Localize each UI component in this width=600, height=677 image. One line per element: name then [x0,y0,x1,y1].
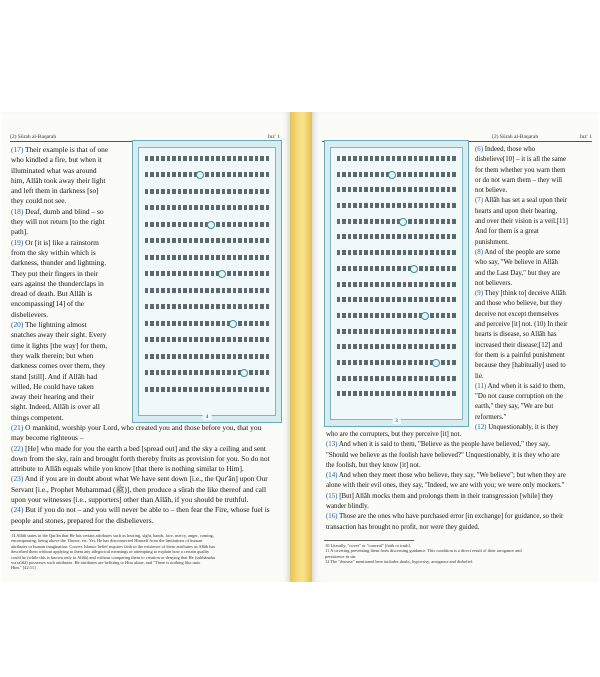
arabic-text-line [337,297,456,302]
verse-number: (14) [326,472,338,480]
arabic-text-line [145,337,269,342]
verse-number: (22) [11,443,24,453]
translation-line: hearts and upon their hearing, [475,207,558,215]
right-footnotes [325,543,522,565]
translation-line: snatches away their sight. Every [11,330,107,340]
ayah-marker-icon [196,171,204,179]
translation-line: because they [habitually] used to [475,362,566,370]
verse-number: (20) [11,320,24,330]
translation-line: for them whether you warn them [475,166,566,174]
translation-line: him, Allāh took away their light [11,175,106,185]
translation-line: they will not return [to the right [11,217,105,227]
translation-line: (22) [He] who made for you the earth a bed [spread out] and the sky a ceiling and sent [11,443,266,453]
arabic-text-line [145,370,269,375]
page-number: 3 [392,419,401,424]
page-number: 4 [203,415,212,420]
translation-line: alone with their evil ones, they say, "Indeed, we are with you; we were only mockers." [326,482,565,490]
book-spread [0,112,600,582]
footnote-line: 12 The "disease" mentioned here includes doubt, hypocrisy, arrogance and disbelief. [325,559,474,565]
translation-line: darkness, thunder and lightning. [11,258,107,268]
translation-line: (9) They [think to] deceive Allāh [475,290,566,298]
translation-line: They put their fingers in their [11,268,99,278]
verse-number: (6) [475,146,484,153]
translation-line: transaction has brought no profit, nor were they guided. [326,523,480,531]
arabic-text-line [145,172,269,177]
translation-line: the foolish, but they know [it] not. [326,461,421,469]
translation-line: willed, He could have taken [11,381,94,391]
left-footnote-rule [10,530,100,531]
arabic-text-line [337,344,456,349]
translation-line: ears against the thunderclaps in [11,278,104,288]
arabic-text-line [145,255,269,260]
translation-line: encompassing[14] of the [11,299,85,309]
translation-line: people and stones, prepared for the disbelievers. [11,515,154,525]
translation-line: (7) Allāh has set a seal upon their [475,197,568,205]
arabic-text-line [337,282,456,287]
arabic-text-line [337,156,456,161]
ayah-marker-icon [240,369,248,377]
ayah-marker-icon [399,218,407,226]
translation-line: illuminated what was around [11,165,97,175]
verse-number: (17) [11,145,24,154]
translation-line: (19) Or [it is] like a rainstorm [11,237,99,247]
translation-line: who are the corrupters, but they perceive [it] not. [326,431,462,438]
translation-line: down from the sky, rain and brought forth thereby fruits as provision for you. So do not [11,453,270,463]
translation-line: sight. Indeed, Allāh is over all [11,402,100,412]
translation-line: not believers. [475,279,513,287]
translation-line: and perceive [it] not. (10) In their [475,321,568,329]
translation-line: earth," they say, "We are but [475,403,554,411]
translation-line: "Should we believe as the foolish have believed?" Unquestionably, it is they who are [326,451,560,459]
verse-number: (21) [11,423,24,432]
ayah-marker-icon [218,270,226,278]
arabic-text-line [145,271,269,276]
translation-line: And for them is a great [475,228,539,236]
right-translation-full-width [326,430,566,533]
translation-line: stand [still]. And if Allāh had [11,371,98,381]
footnote-line: attributes or human imagination. Correct Islamic belief requires faith in the existence of these attributes as Allāh has [11,543,216,549]
translation-line: darkness comes over them, they [11,361,106,371]
left-translation-column [11,145,108,423]
verse-number: (8) [475,248,484,256]
translation-line: (23) And if you are in doubt about what We have sent down [i.e., the Qur'ān] upon Our [11,474,268,484]
arabic-text-line [337,266,456,271]
translation-line: who kindled a fire, but when it [11,155,102,165]
footnote-line: could be (while this is known only to Allāh) and without comparing them to creation or denying that He (subhānahu [11,554,216,560]
footnote-line: 10 Literally, "cover" or "conceal" [faith or truth]. [325,543,412,548]
translation-line: (8) And of the people are some [475,248,561,256]
footnote-line: wa ta'ālā) possesses such attributes. He attributes are befitting to Him alone, and "There is nothing like unto [11,559,201,565]
verse-number: (24) [11,505,24,515]
translation-line: and left them in darkness [so] [11,186,99,196]
translation-line: (15) [But] Allāh mocks them and prolongs them in their transgression [while] they [326,492,554,500]
translation-line: disbelieve[10] – it is all the same [475,156,567,164]
ayah-marker-icon [229,320,237,328]
translation-line: for them is a painful punishment [475,351,565,359]
arabic-text-line [337,250,456,255]
translation-line: attribute to Allāh equals while you know [that there is nothing similar to Him]. [11,464,244,474]
verse-number: (7) [475,197,484,205]
translation-line: punishment. [475,238,509,246]
translation-line: and over their vision is a veil.[11] [475,218,568,226]
ayah-marker-icon [207,221,215,229]
right-translation-column [475,145,568,433]
arabic-text-line [145,304,269,309]
arabic-text-line [145,189,269,194]
left-arabic-text-panel [132,140,282,423]
translation-line: upon your witnesses [i.e., supporters] other than Allāh, if you should be truthful. [11,495,249,505]
translation-line: (24) But if you do not – and you will never be able to – then fear the Fire, whose fuel is [11,505,270,515]
arabic-text-line [145,354,269,359]
translation-line: and the Last Day," but they are [475,269,561,277]
book-gutter [290,112,312,582]
translation-line: (21) O mankind, worship your Lord, who created you and those before you, that you [11,423,262,432]
footnote-line: encompassing, being above the Throne, etc. Yet, He has disconnected Himself from the limitations of human [11,538,203,544]
translation-line: hearts is disease, so Allāh has [475,331,557,339]
translation-line: wander blindly. [326,503,369,511]
arabic-text-line [337,187,456,192]
translation-line: who say, "We believe in Allāh [475,259,558,267]
translation-line: Servant [i.e., Prophet Muhammad (ﷺ)], then produce a sūrah the like thereof and call [11,484,267,494]
arabic-text-line [337,234,456,239]
translation-line: dread of death. But Allāh is [11,289,93,299]
translation-line: (12) Unquestionably, it is they [475,424,559,432]
ayah-marker-icon [410,265,418,273]
arabic-text-line [337,313,456,318]
right-surah-header: (2) Sūrah al-Baqarah [492,134,539,140]
arabic-text-line [337,376,456,381]
translation-line: disbelievers. [11,309,49,319]
arabic-text-line [145,156,269,161]
arabic-text-line [337,391,456,396]
arabic-text-line [337,219,456,224]
translation-line: they walk therein; but when [11,350,94,360]
left-juz-header: Juz' 1 [267,134,280,140]
translation-line: reformers." [475,413,507,421]
ayah-marker-icon [421,312,429,320]
translation-line: (18) Deaf, dumb and blind – so [11,206,104,216]
arabic-text-line [145,321,269,326]
translation-line: (13) And when it is said to them, "Believe as the people have believed," they say, [326,441,550,449]
translation-line: (16) Those are the ones who have purchased error [in exchange] for guidance, so their [326,513,564,521]
ayah-marker-icon [432,359,440,367]
footnote-line: described them without applying to them any allegorical meanings or attempting to explain how a certain quality [11,549,210,555]
verse-number: (9) [475,290,484,298]
translation-line: not believe. [475,187,508,195]
right-arabic-text-panel [324,140,469,427]
translation-line: (11) And when it is said to them, [475,382,566,390]
verse-number: (15) [326,492,338,500]
translation-line: (14) And when they meet those who believe, they say, "We believe"; but when they are [326,472,566,480]
right-juz-header: Juz' 1 [579,134,592,140]
translation-line: away their hearing and their [11,392,94,402]
arabic-text-line [337,329,456,334]
translation-line: path]. [11,227,29,237]
verse-number: (16) [326,513,338,521]
translation-line: things competent. [11,412,64,422]
verse-number: (11) [475,382,487,390]
translation-line: (6) Indeed, those who [475,146,536,153]
translation-line: may become righteous – [11,433,84,443]
footnote-line: Him." [42:11] [11,565,36,571]
right-arabic-inner-border [330,147,463,424]
right-page [312,112,598,582]
translation-line: (17) Their example is that of one [11,145,109,154]
verse-number: (12) [475,424,487,432]
arabic-text-line [145,238,269,243]
translation-line: lie. [475,372,484,380]
left-footnotes [11,533,215,571]
left-translation-full-width [11,423,270,526]
translation-line: they could not see. [11,196,67,206]
verse-number: (19) [11,237,24,247]
translation-line: or do not warn them – they will [475,176,563,184]
translation-line: time it lights [the way] for them, [11,340,108,350]
arabic-text-line [145,387,269,392]
verse-number: (18) [11,206,24,216]
right-footnote-rule [324,540,414,541]
footnote-line: persistence in sin. [325,553,357,559]
translation-line: from the sky within which is [11,247,96,257]
translation-line: increased their disease;[12] and [475,341,563,349]
arabic-text-line [145,288,269,293]
translation-line: deceive not except themselves [475,310,559,318]
verse-number: (23) [11,474,24,484]
left-arabic-inner-border [138,147,276,420]
arabic-text-line [145,205,269,210]
left-surah-header: (2) Sūrah al-Baqarah [10,134,57,140]
left-page [2,112,290,582]
translation-line: (20) The lightning almost [11,320,87,330]
arabic-text-line [337,203,456,208]
verse-number: (13) [326,441,338,449]
arabic-text-line [337,172,456,177]
ayah-marker-icon [388,171,396,179]
footnote-line: 14 Allāh states in the Qur'ān that He has certain attributes such as hearing, sight, hands, face, mercy, anger, coming, [11,533,214,538]
translation-line: and those who believe, but they [475,300,563,308]
translation-line: "Do not cause corruption on the [475,393,563,401]
footnote-line: 11 A covering preventing them from discerning guidance. This condition is a direct result of their arrogance and [325,548,522,554]
